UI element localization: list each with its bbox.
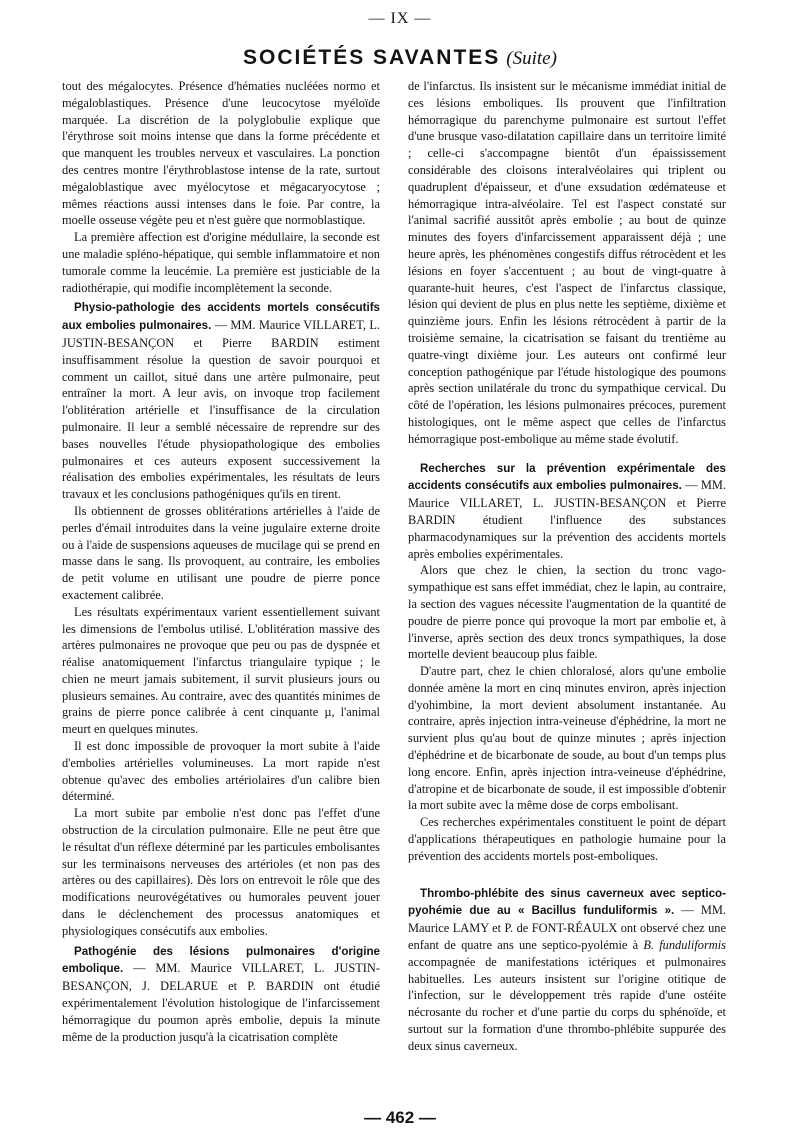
paragraph: La mort subite par embolie n'est donc pas l'effet d'une obstruction de la circulation pulmonaire. Elle ne peut être que le résultat d'un réflexe déterminé par les particules embolisantes sur les terminaisons nerveuses des artérioles (et non pas des artères ou des capillaires). Dès lors on entrevoit le rôle que des modifications neurovégétatives ou humorales peuvent jouer dans le déclenchement des processus anatomiques et physiologiques consécutifs aux embolies. [62,806,380,938]
paragraph: Ils obtiennent de grosses oblitérations artérielles à l'aide de perles d'émail introduites dans la veine jugulaire externe droite ou à l'aide de suspensions aqueuses de mucilage qui se prend en masse dans le sang. Ils provoquent, au contraire, les embolies de petit volume en utilisant une poudre de pierre ponce exactement calibrée. [62,503,380,602]
article-intro: — MM. Maurice VILLARET, L. JUSTIN-BESANÇON et Pierre BARDIN estiment insuffisamment résolue la question de savoir pourquoi et comment un caillot, situé dans une artère pulmonaire, peut entraîner la mort. A leur avis, on invoque trop facilement l'oblitération artérielle et l'insuffisance de la circulation pulmonaire. Il leur a semblé nécessaire de reprendre sur des bases nouvelles l'étude physiopathologique des embolies pulmonaires et ces auteurs exposent successivement la réalisation des embolies expérimentales, les résultats de leurs travaux et les conclusions pathogéniques qu'ils en tirent. [62,318,380,502]
left-column [62,78,380,1045]
article-intro: — MM. Maurice VILLARET, L. JUSTIN-BESANÇON et Pierre BARDIN étudient l'influence des substances pharmacodynamiques sur la prévention des accidents mortels après embolies expérimentales. [408,478,726,561]
section-title: SOCIÉTÉS SAVANTES [243,46,501,69]
article-thrombo-phlebite [408,885,726,1055]
article-pathogenie [62,943,380,1046]
section-title-suite: (Suite) [506,48,557,69]
article-prevention [408,460,726,563]
article-heading: Pathogénie des lésions pulmonaires d'origine embolique. [62,944,380,976]
article-heading: Physio-pathologie des accidents mortels consécutifs aux embolies pulmonaires. [62,301,380,333]
article-physio-pathologie [62,299,380,503]
article-heading: Recherches sur la prévention expérimentale des accidents consécutifs aux embolies pulmonaires. [408,461,726,493]
paragraph: de l'infarctus. Ils insistent sur le mécanisme immédiat initial de ces lésions emboliques. Ils prouvent que l'infiltration hémorragique du parenchyme pulmonaire est surtout l'effet d'une brusque vaso-dilatation capillaire dans un territoire limité ; celle-ci s'accompagne bientôt d'un épaississement considérable des cloisons interalvéolaires qui triplent ou quadruplent d'épaisseur, et d'une exsudation œdémateuse et hémorragique intra-alvéolaire. Tel est l'aspect constaté sur l'animal sacrifié aussitôt après embolie ; au bout de quinze minutes des foyers d'infarcissement apparaissent déjà ; une heure après, les phénomènes congestifs diffus rétrocèdent et les lésions en foyer s'accentuent ; au bout de vingt-quatre à quarante-huit heures, c'est l'aspect de l'infarctus classique, lésion qui devient de plus en plus nette les septième, dixième et quinzième jours. Enfin les lésions rétrocèdent à partir de la troisième semaine, la cicatrisation se faisant du trentième au quatre-vingt dixième jour. Les auteurs ont confirmé leur conception pathogénique par l'étude histologique des poumons après section unilatérale du tronc du sympathique cervical. Du côté de l'opération, les lésions pulmonaires précoces, purement histologiques, ont le même aspect que celles de l'infarctus hémorragique post-embolique au même stade évolutif. [408,79,726,446]
paragraph: D'autre part, chez le chien chloralosé, alors qu'une embolie donnée amène la mort en cinq minutes environ, après injection d'yohimbine, la mort devient absolument instantanée. Au contraire, après injection intra-veineuse d'éphédrine, la mort ne survient plus qu'au bout de quinze minutes ; après injection d'éphédrine et de bicarbonate de soude, au bout d'un temps plus long encore. Enfin, après injection intra-veineuse d'éphédrine, d'atropine et de bicarbonate de soude, il est impossible d'obtenir la mort subite avec la même dose de corps embolisant. [408,664,726,813]
article-intro: — MM. Maurice VILLARET, L. JUSTIN-BESANÇON, J. DELARUE et P. BARDIN ont étudié expérimentalement l'évolution histologique de l'infarcissement hémorragique du poumon après embolie, depuis la minute même de la production jusqu'à la cicatrisation complète [62,961,380,1044]
article-heading: Thrombo-phlébite des sinus caverneux avec septico-pyohémie due au « Bacillus funduliformis ». [408,886,726,918]
paragraph: Alors que chez le chien, la section du tronc vago-sympathique est sans effet immédiat, chez le lapin, au contraire, la section des vagues nécessite l'augmentation de la quantité de poudre de pierre ponce qui provoque la mort par embolie et, à l'inverse, après section des deux troncs sympathiques, la dose mortelle devient beaucoup plus faible. [408,563,726,662]
article-body: accompagnée de manifestations ictériques et pulmonaires habituelles. Les auteurs insistent sur l'origine otitique de l'infection, sur le développement très rapide d'une ostéite nécrosante du rocher et d'une partie du corps du sphénoïde, et surtout sur la formation d'une thrombo-phlébite suppurée des deux sinus caverneux. [408,954,726,1053]
page-title [0,46,800,70]
article-intro: — MM. Maurice LAMY et P. de FONT-RÉAULX ont observé chez une enfant de quatre ans une septico-pyolémie à [408,903,726,953]
paragraph: Il est donc impossible de provoquer la mort subite à l'aide d'embolies artérielles volumineuses. La mort rapide n'est obtenue qu'avec des embolies artériolaires d'un calibre bien déterminé. [62,739,380,804]
page-number: — 462 — [364,1108,436,1127]
paragraph: tout des mégalocytes. Présence d'hématies nucléées normo et mégaloblastiques. Présence d'une leucocytose myéloïde marquée. La discrétion de la polyglobulie explique que l'érythrose soit moins intense que dans la forme précédente et que manquent les troubles nerveux et vasculaires. La ponction des centres montre l'érythroblastose intense de la rate, surtout mégaloblastique avec myélocytose et mégacaryocytose ; mêmes réactions aussi intenses dans le foie. Par contre, la moelle osseuse végète peu et n'est guère que normoblastique. [62,79,380,228]
bacillus-name: B. funduliformis [643,938,726,953]
running-header: — IX — [368,10,432,27]
paragraph: Ces recherches expérimentales constituent le point de départ d'applications thérapeutiques en pathologie humaine pour la prévention des accidents mortels post-emboliques. [408,815,726,863]
paragraph: La première affection est d'origine médullaire, la seconde est une maladie spléno-hépatique, qui semble inflammatoire et non tumorale comme la leucémie. La première est justiciable de la radiothérapie, qui modifie incomplètement la seconde. [62,230,380,295]
paragraph: Les résultats expérimentaux varient essentiellement suivant les dimensions de l'embolus utilisé. L'oblitération massive des artères pulmonaires ne provoque que peu ou pas de dyspnée et réalise anatomiquement l'infarctus triangulaire typique ; le chien ne meurt jamais subitement, il survit plusieurs jours ou plusieurs semaines. Au contraire, avec des quantités minimes de grains de pierre ponce calibrée à cent cinquante µ, l'animal meurt en quelques minutes. [62,604,380,737]
right-column [408,78,726,1055]
